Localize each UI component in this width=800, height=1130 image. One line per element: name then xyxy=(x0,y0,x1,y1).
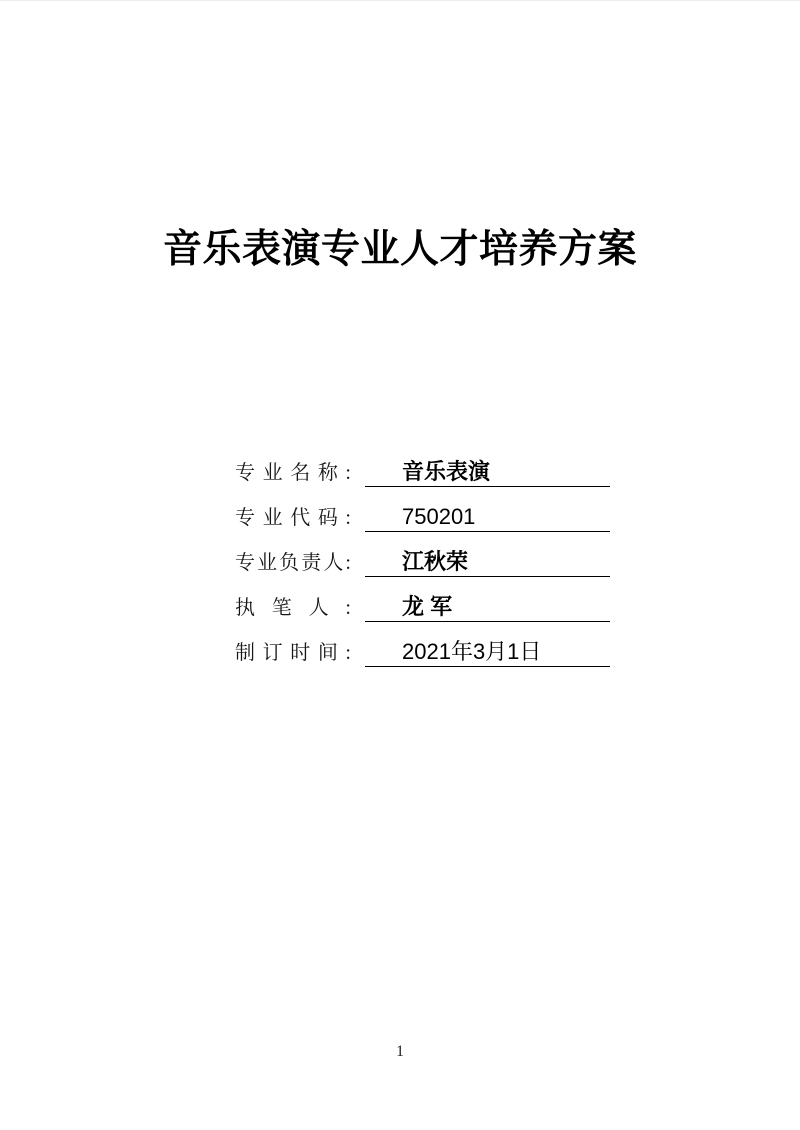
field-value-major-director: 江秋荣 xyxy=(365,549,610,577)
form-row-major-director xyxy=(235,532,610,577)
form-row-date xyxy=(235,622,610,667)
cover-form xyxy=(235,442,610,667)
form-row-major-code xyxy=(235,487,610,532)
field-label-major-director: 专业负责人: xyxy=(235,552,351,574)
field-label-major-name: 专业名称: xyxy=(235,462,351,484)
form-row-author xyxy=(235,577,610,622)
field-value-author: 龙 军 xyxy=(365,594,610,622)
form-row-major-name xyxy=(235,442,610,487)
document-title: 音乐表演专业人才培养方案 xyxy=(162,228,637,271)
field-label-date: 制订时间: xyxy=(235,642,351,664)
field-value-date: 2021年3月1日 xyxy=(365,639,610,667)
page-number: 1 xyxy=(396,1043,404,1060)
field-value-major-name: 音乐表演 xyxy=(365,459,610,487)
field-label-major-code: 专业代码: xyxy=(235,507,351,529)
field-label-author: 执笔人: xyxy=(235,597,351,619)
field-value-major-code: 750201 xyxy=(365,504,610,532)
